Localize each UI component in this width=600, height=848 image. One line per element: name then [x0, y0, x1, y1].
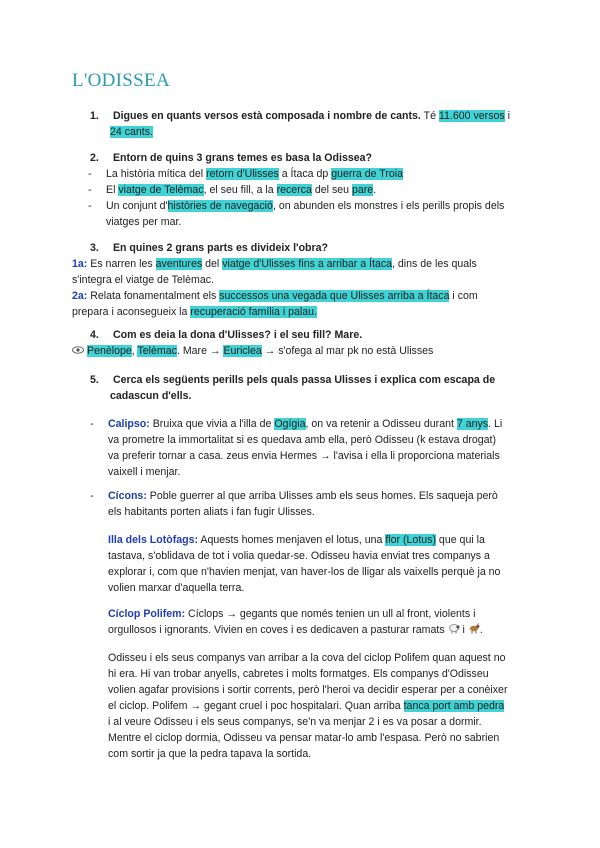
page-title: L'ODISSEA: [72, 70, 170, 91]
answer-text: → s'ofega al mar pk no està Ulisses: [261, 345, 434, 357]
highlight: Telèmac: [137, 345, 177, 357]
body-text: el ciclop. Polifem → gegant cruel i poc hospitalari. Quan arriba: [108, 700, 404, 712]
bullet-dash: -: [88, 168, 92, 180]
question-number: 2.: [90, 152, 99, 164]
lotofags-section: [108, 532, 530, 596]
body-text: volien marxar d'aquella terra.: [108, 582, 245, 594]
question-number: 4.: [90, 329, 99, 341]
sheep-icon: [448, 623, 460, 634]
answer-text: s'integra el viatge de Telèmac.: [72, 274, 214, 286]
highlight: viatge de Telèmac: [118, 184, 204, 196]
section-name: Cícons:: [108, 490, 147, 502]
highlight: retorn d'Ulisses: [206, 168, 279, 180]
polifem-story: [108, 650, 530, 762]
part-label: 1a:: [72, 258, 88, 270]
body-text: Cíclops → gegants que només tenien un ull al front, violents i: [185, 608, 476, 620]
question-text: En quines 2 grans parts es divideix l'obra?: [112, 242, 328, 254]
body-text: explorar i, com que n'havien menjat, van haver-los de lligar als vaixells perquè ja no: [108, 566, 501, 578]
list-text: .: [373, 184, 377, 196]
body-text: Odisseu i els seus companys van arribar a la cova del ciclop Polifem quan aquest no: [108, 652, 506, 664]
body-text: i al veure Odisseu i els seus companys, se'n va menjar 2 i es va posar a dormir.: [108, 716, 482, 728]
highlight: recerca: [276, 184, 312, 196]
list-text: a Ítaca dp: [278, 168, 332, 180]
body-text: Bruixa que vivia a l'illa de: [149, 418, 275, 430]
highlight: Penèlope: [87, 345, 132, 357]
polifem-section: [108, 606, 530, 638]
answer-text: i: [504, 110, 510, 122]
highlight: aventures: [155, 258, 203, 270]
list-text: del seu: [311, 184, 352, 196]
goat-icon: [468, 623, 480, 634]
body-text: els habitants porten aliats i fan fugir Ulisses.: [108, 506, 315, 518]
body-text: va preferir tornar a casa. zeus envia Hermes → l'avisa i ella li proporciona materials: [108, 450, 500, 462]
question-text: cadascun d'ells.: [110, 390, 192, 402]
question-number: 5.: [90, 374, 99, 386]
body-text: .: [479, 624, 483, 636]
bullet-dash: -: [88, 200, 92, 212]
body-text: , on va retenir a Odisseu durant: [305, 418, 457, 430]
highlight: 11.600 versos: [438, 110, 505, 122]
body-text: i: [459, 624, 468, 636]
body-text: que qui la: [435, 534, 485, 546]
highlight: recuperació família i palau.: [190, 306, 317, 318]
body-text: volien agafar provisions i sortir corrents, però l'heroi va decidir esperar per a conèixer: [108, 684, 508, 696]
list-text: El: [106, 184, 119, 196]
list-text: La història mítica del: [106, 168, 207, 180]
section-name: Calipso:: [108, 418, 150, 430]
question-text: Com es deia la dona d'Ulisses? i el seu fill? Mare.: [112, 329, 363, 341]
highlight: flor (Lotus): [385, 534, 436, 546]
part-label: 2a:: [72, 290, 88, 302]
question-4: [72, 327, 530, 359]
answer-text: del: [202, 258, 223, 270]
list-text: , el seu fill, a la: [203, 184, 277, 196]
body-text: Mentre el ciclop dormia, Odisseu va pensar matar-lo amb l'espasa. Però no sabrien: [108, 732, 500, 744]
question-3: [72, 240, 530, 320]
highlight: 24 cants.: [110, 126, 153, 138]
highlight: Ogígia: [274, 418, 306, 430]
list-text: Un conjunt d': [106, 200, 168, 212]
list-text: , on abunden els monstres i els perills propis dels: [272, 200, 505, 212]
body-text: hi era. Hi van trobar anyells, cabretes i molts formatges. Els companys d'Odisseu: [108, 668, 489, 680]
body-text: . Li: [488, 418, 503, 430]
highlight: successos una vegada que Ulisses arriba a Ítaca: [219, 290, 450, 302]
answer-text: Té: [420, 110, 439, 122]
body-text: orgullosos i ignorants. Vivien en coves i es dedicaven a pasturar ramats: [108, 624, 448, 636]
question-text: Digues en quants versos està composada i nombre de cants.: [112, 110, 421, 122]
highlight: viatge d'Ulisses fins a arribar a Ítaca: [222, 258, 393, 270]
body-text: Aquests homes menjaven el lotus, una: [198, 534, 386, 546]
section-name: Illa dels Lotòfags:: [108, 534, 199, 546]
calipso-section: [90, 416, 530, 480]
highlight: guerra de Troia: [331, 168, 404, 180]
answer-text: i com: [449, 290, 478, 302]
question-1: [90, 108, 530, 140]
question-number: 1.: [90, 110, 99, 122]
body-text: vaixell i menjar.: [108, 466, 181, 478]
body-text: tastava, s'oblidava de tot i volia quedar-se. Odisseu havia enviat tres companys a: [108, 550, 490, 562]
answer-text: . Mare →: [176, 345, 224, 357]
answer-text: ,: [131, 345, 138, 357]
question-2: [90, 150, 530, 230]
question-5: [90, 372, 530, 404]
section-name: Cíclop Polifem:: [108, 608, 186, 620]
answer-text: Relata fonamentalment els: [87, 290, 220, 302]
list-text: viatges per mar.: [106, 216, 182, 228]
answer-text: , dins de les quals: [392, 258, 477, 270]
body-text: com sortir ja que la pedra tapava la sortida.: [108, 748, 312, 760]
body-text: Poble guerrer al que arriba Ulisses amb els seus homes. Els saqueja però: [146, 490, 498, 502]
answer-text: prepara i aconsegueix la: [72, 306, 191, 318]
highlight: Euriclea: [223, 345, 262, 357]
highlight: pare: [351, 184, 374, 196]
question-text: Entorn de quins 3 grans temes es basa la Odissea?: [112, 152, 373, 164]
bullet-dash: -: [88, 184, 92, 196]
highlight: 7 anys: [456, 418, 489, 430]
answer-text: Es narren les: [87, 258, 156, 270]
body-text: va prometre la immortalitat si es quedava amb ella, però Odisseu (k estava drogat): [108, 434, 497, 446]
question-number: 3.: [90, 242, 99, 254]
highlight: històries de navegació: [167, 200, 273, 212]
bullet-dash: -: [90, 418, 94, 430]
highlight: tanca port amb pedra: [403, 700, 505, 712]
bullet-dash: -: [90, 490, 94, 502]
cicons-section: [90, 488, 530, 520]
eye-icon: [72, 343, 84, 351]
question-text: Cerca els següents perills pels quals passa Ulisses i explica com escapa de: [112, 374, 496, 386]
